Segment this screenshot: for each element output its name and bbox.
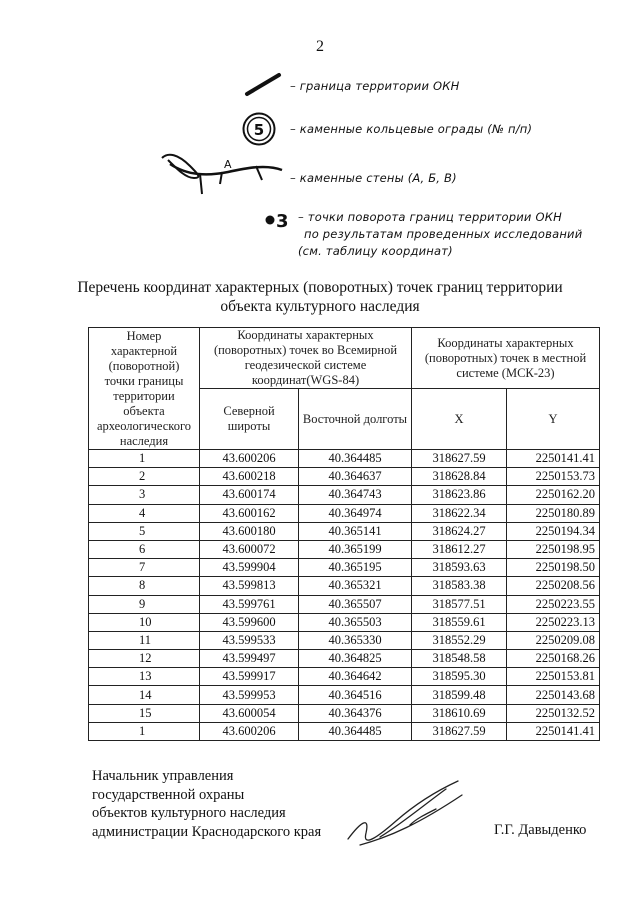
boundary-line-icon (244, 70, 284, 100)
y-cell: 2250223.13 (507, 613, 600, 631)
y-cell: 2250180.89 (507, 504, 600, 522)
table-row (89, 722, 600, 740)
header-point-number: Номер характерной (поворотной) точки границы территории объекта археологического наследия (89, 328, 200, 450)
y-cell: 2250162.20 (507, 486, 600, 504)
table-row (89, 668, 600, 686)
latitude-cell: 43.600174 (200, 486, 299, 504)
latitude-cell: 43.599917 (200, 668, 299, 686)
table-body (89, 450, 600, 741)
latitude-cell: 43.600072 (200, 540, 299, 558)
longitude-cell: 40.364485 (299, 722, 412, 740)
legend-ring-text: – каменные кольцевые ограды (№ п/п) (290, 122, 533, 136)
y-cell: 2250153.73 (507, 468, 600, 486)
point-number-cell: 4 (89, 504, 200, 522)
x-cell: 318552.29 (412, 631, 507, 649)
header-longitude: Восточной долготы (299, 389, 412, 450)
x-cell: 318577.51 (412, 595, 507, 613)
x-cell: 318627.59 (412, 450, 507, 468)
y-cell: 2250209.08 (507, 631, 600, 649)
x-cell: 318559.61 (412, 613, 507, 631)
table-row (89, 577, 600, 595)
longitude-cell: 40.364974 (299, 504, 412, 522)
page-number: 2 (316, 38, 324, 55)
stone-ring-icon (241, 111, 277, 147)
point-number-cell: 8 (89, 577, 200, 595)
x-cell: 318595.30 (412, 668, 507, 686)
y-cell: 2250153.81 (507, 668, 600, 686)
latitude-cell: 43.599953 (200, 686, 299, 704)
longitude-cell: 40.365321 (299, 577, 412, 595)
stone-walls-icon (158, 148, 288, 200)
y-cell: 2250143.68 (507, 686, 600, 704)
map-legend (0, 0, 640, 260)
x-cell: 318623.86 (412, 486, 507, 504)
latitude-cell: 43.599600 (200, 613, 299, 631)
point-number-cell: 5 (89, 522, 200, 540)
latitude-cell: 43.599497 (200, 650, 299, 668)
header-x: X (412, 389, 507, 450)
longitude-cell: 40.364637 (299, 468, 412, 486)
y-cell: 2250141.41 (507, 450, 600, 468)
table-row (89, 504, 600, 522)
point-number-cell: 6 (89, 540, 200, 558)
header-y: Y (507, 389, 600, 450)
point-number-cell: 13 (89, 668, 200, 686)
longitude-cell: 40.365503 (299, 613, 412, 631)
x-cell: 318624.27 (412, 522, 507, 540)
legend-walls-text: – каменные стены (А, Б, В) (290, 171, 457, 185)
x-cell: 318593.63 (412, 559, 507, 577)
legend-points-text: – точки поворота границ территории ОКН по результатам проведенных исследований (см. таблицу координат) (298, 210, 583, 258)
header-wgs: Координаты характерных (поворотных) точек во Всемирной геодезической системе координат(WGS-84) (200, 328, 412, 389)
latitude-cell: 43.599533 (200, 631, 299, 649)
x-cell: 318610.69 (412, 704, 507, 722)
point-number-cell: 7 (89, 559, 200, 577)
table-row (89, 540, 600, 558)
x-cell: 318583.38 (412, 577, 507, 595)
table-row (89, 686, 600, 704)
y-cell: 2250168.26 (507, 650, 600, 668)
turning-point-label: 3 (276, 211, 289, 232)
longitude-cell: 40.364825 (299, 650, 412, 668)
legend-boundary-text: – граница территории ОКН (290, 79, 460, 93)
x-cell: 318627.59 (412, 722, 507, 740)
turning-point-icon (262, 206, 296, 232)
point-number-cell: 1 (89, 722, 200, 740)
y-cell: 2250208.56 (507, 577, 600, 595)
latitude-cell: 43.600218 (200, 468, 299, 486)
latitude-cell: 43.599813 (200, 577, 299, 595)
latitude-cell: 43.600180 (200, 522, 299, 540)
table-row (89, 450, 600, 468)
x-cell: 318599.48 (412, 686, 507, 704)
stone-ring-label: 5 (253, 121, 265, 139)
table-row (89, 704, 600, 722)
header-latitude: Северной широты (200, 389, 299, 450)
longitude-cell: 40.365199 (299, 540, 412, 558)
latitude-cell: 43.600206 (200, 450, 299, 468)
longitude-cell: 40.364743 (299, 486, 412, 504)
longitude-cell: 40.365195 (299, 559, 412, 577)
latitude-cell: 43.600206 (200, 722, 299, 740)
latitude-cell: 43.600162 (200, 504, 299, 522)
signatory-name: Г.Г. Давыденко (494, 822, 587, 838)
latitude-cell: 43.600054 (200, 704, 299, 722)
point-number-cell: 2 (89, 468, 200, 486)
x-cell: 318628.84 (412, 468, 507, 486)
longitude-cell: 40.364642 (299, 668, 412, 686)
latitude-cell: 43.599761 (200, 595, 299, 613)
coordinates-table (88, 327, 600, 741)
table-row (89, 631, 600, 649)
point-number-cell: 12 (89, 650, 200, 668)
x-cell: 318548.58 (412, 650, 507, 668)
handwritten-signature (340, 775, 480, 855)
longitude-cell: 40.364376 (299, 704, 412, 722)
header-msk: Координаты характерных (поворотных) точек в местной системе (МСК-23) (412, 328, 600, 389)
longitude-cell: 40.365141 (299, 522, 412, 540)
signature-block: Начальник управления государственной охраны объектов культурного наследия администрации Краснодарского края (92, 768, 322, 840)
longitude-cell: 40.364516 (299, 686, 412, 704)
y-cell: 2250223.55 (507, 595, 600, 613)
point-number-cell: 11 (89, 631, 200, 649)
longitude-cell: 40.365507 (299, 595, 412, 613)
document-title: Перечень координат характерных (поворотных) точек границ территории объекта культурного наследия (77, 279, 563, 315)
table-row (89, 613, 600, 631)
table-row (89, 468, 600, 486)
table-row (89, 595, 600, 613)
table-row (89, 559, 600, 577)
y-cell: 2250132.52 (507, 704, 600, 722)
x-cell: 318622.34 (412, 504, 507, 522)
x-cell: 318612.27 (412, 540, 507, 558)
point-number-cell: 9 (89, 595, 200, 613)
y-cell: 2250198.95 (507, 540, 600, 558)
latitude-cell: 43.599904 (200, 559, 299, 577)
point-number-cell: 10 (89, 613, 200, 631)
point-number-cell: 1 (89, 450, 200, 468)
y-cell: 2250198.50 (507, 559, 600, 577)
point-number-cell: 3 (89, 486, 200, 504)
wall-label: А (224, 158, 232, 171)
table-row (89, 522, 600, 540)
table-row (89, 486, 600, 504)
y-cell: 2250194.34 (507, 522, 600, 540)
table-row (89, 650, 600, 668)
point-number-cell: 15 (89, 704, 200, 722)
longitude-cell: 40.365330 (299, 631, 412, 649)
point-number-cell: 14 (89, 686, 200, 704)
y-cell: 2250141.41 (507, 722, 600, 740)
longitude-cell: 40.364485 (299, 450, 412, 468)
